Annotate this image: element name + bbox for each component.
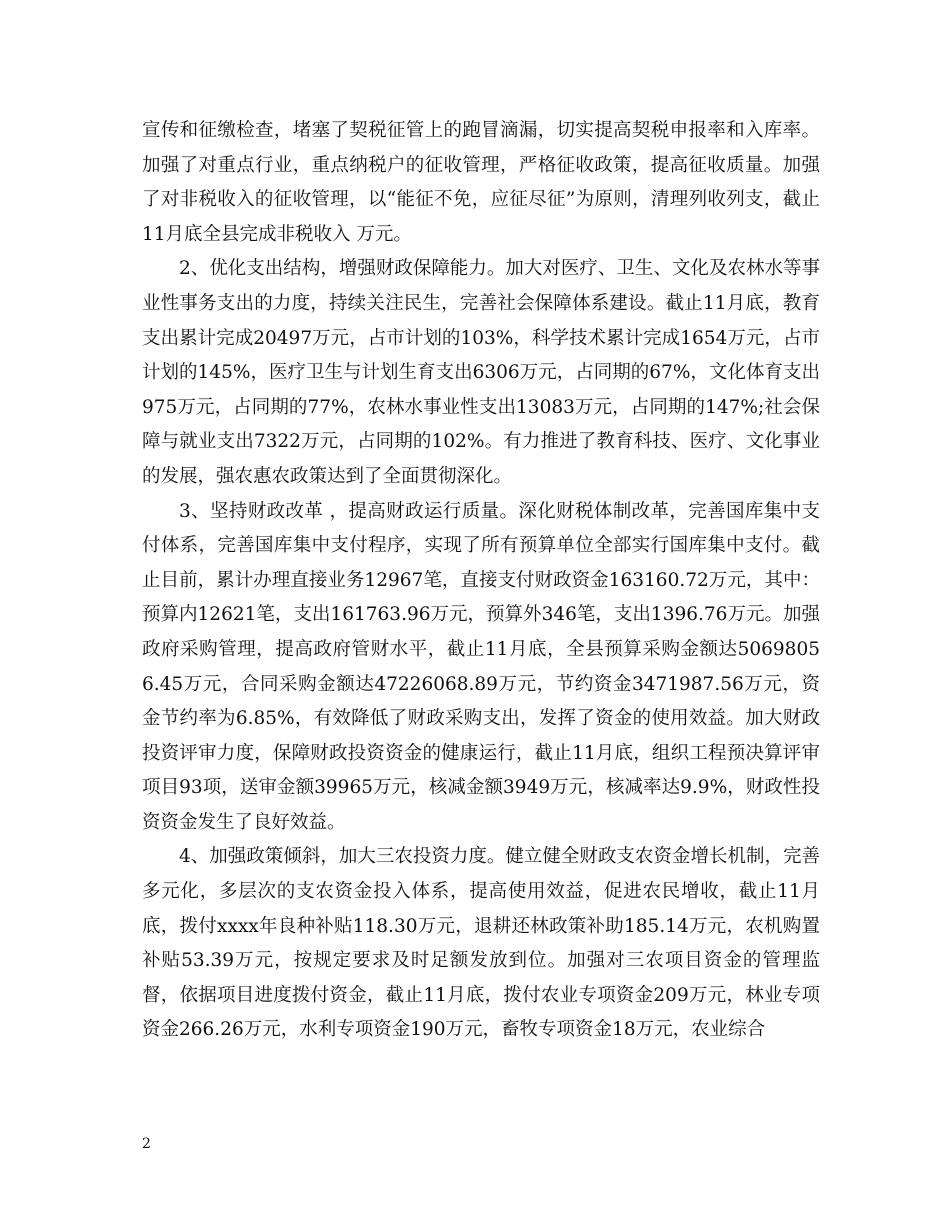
body-text (142, 114, 820, 1048)
page-number: 2 (142, 1136, 151, 1152)
paragraph-expenditure-structure: 2、优化支出结构，增强财政保障能力。加大对医疗、卫生、文化及农林水等事业性事务支出的力度，持续关注民生，完善社会保障体系建设。截止11月底，教育支出累计完成20497万元，占市计划的103%，科学技术累计完成1654万元，占市计划的145%，医疗卫生与计划生育支出6306万元，占同期的67%，文化体育支出975万元，占同期的77%，农林水事业性支出13083万元，占同期的147%;社会保障与就业支出7322万元，占同期的102%。有力推进了教育科技、医疗、文化事业的发展，强农惠农政策达到了全面贯彻深化。 (142, 258, 820, 487)
paragraph-fiscal-reform: 3、坚持财政改革 ，提高财政运行质量。深化财税体制改革，完善国库集中支付体系，完善国库集中支付程序，实现了所有预算单位全部实行国库集中支付。截止目前，累计办理直接业务12967笔，直接支付财政资金163160.72万元，其中：预算内12621笔，支出161763.96万元，预算外346笔，支出1396.76万元。加强政府采购管理，提高政府管财水平，截止11月底，全县预算采购金额达50698056.45万元，合同采购金额达47226068.89万元，节约资金3471987.56万元，资金节约率为6.85%，有效降低了财政采购支出，发挥了资金的使用效益。加大财政投资评审力度，保障财政投资资金的健康运行，截止11月底，组织工程预决算评审项目93项，送审金额39965万元，核减金额3949万元，核减率达9.9%，财政性投资资金发生了良好效益。 (142, 500, 820, 833)
paragraph-tax-collection: 宣传和征缴检查，堵塞了契税征管上的跑冒滴漏，切实提高契税申报率和入库率。加强了对重点行业，重点纳税户的征收管理，严格征收政策，提高征收质量。加强了对非税收入的征收管理，以“能征不免，应征尽征”为原则，清理列收列支，截止11月底全县完成非税收入 万元。 (142, 120, 820, 245)
paragraph-agriculture-investment: 4、加强政策倾斜，加大三农投资力度。健立健全财政支农资金增长机制，完善多元化，多层次的支农资金投入体系，提高使用效益，促进农民增收，截止11月底，拨付xxxx年良种补贴118.30万元，退耕还林政策补助185.14万元，农机购置补贴53.39万元，按规定要求及时足额发放到位。加强对三农项目资金的管理监督，依据项目进度拨付资金，截止11月底，拨付农业专项资金209万元，林业专项资金266.26万元，水利专项资金190万元，畜牧专项资金18万元，农业综合 (142, 846, 820, 1041)
